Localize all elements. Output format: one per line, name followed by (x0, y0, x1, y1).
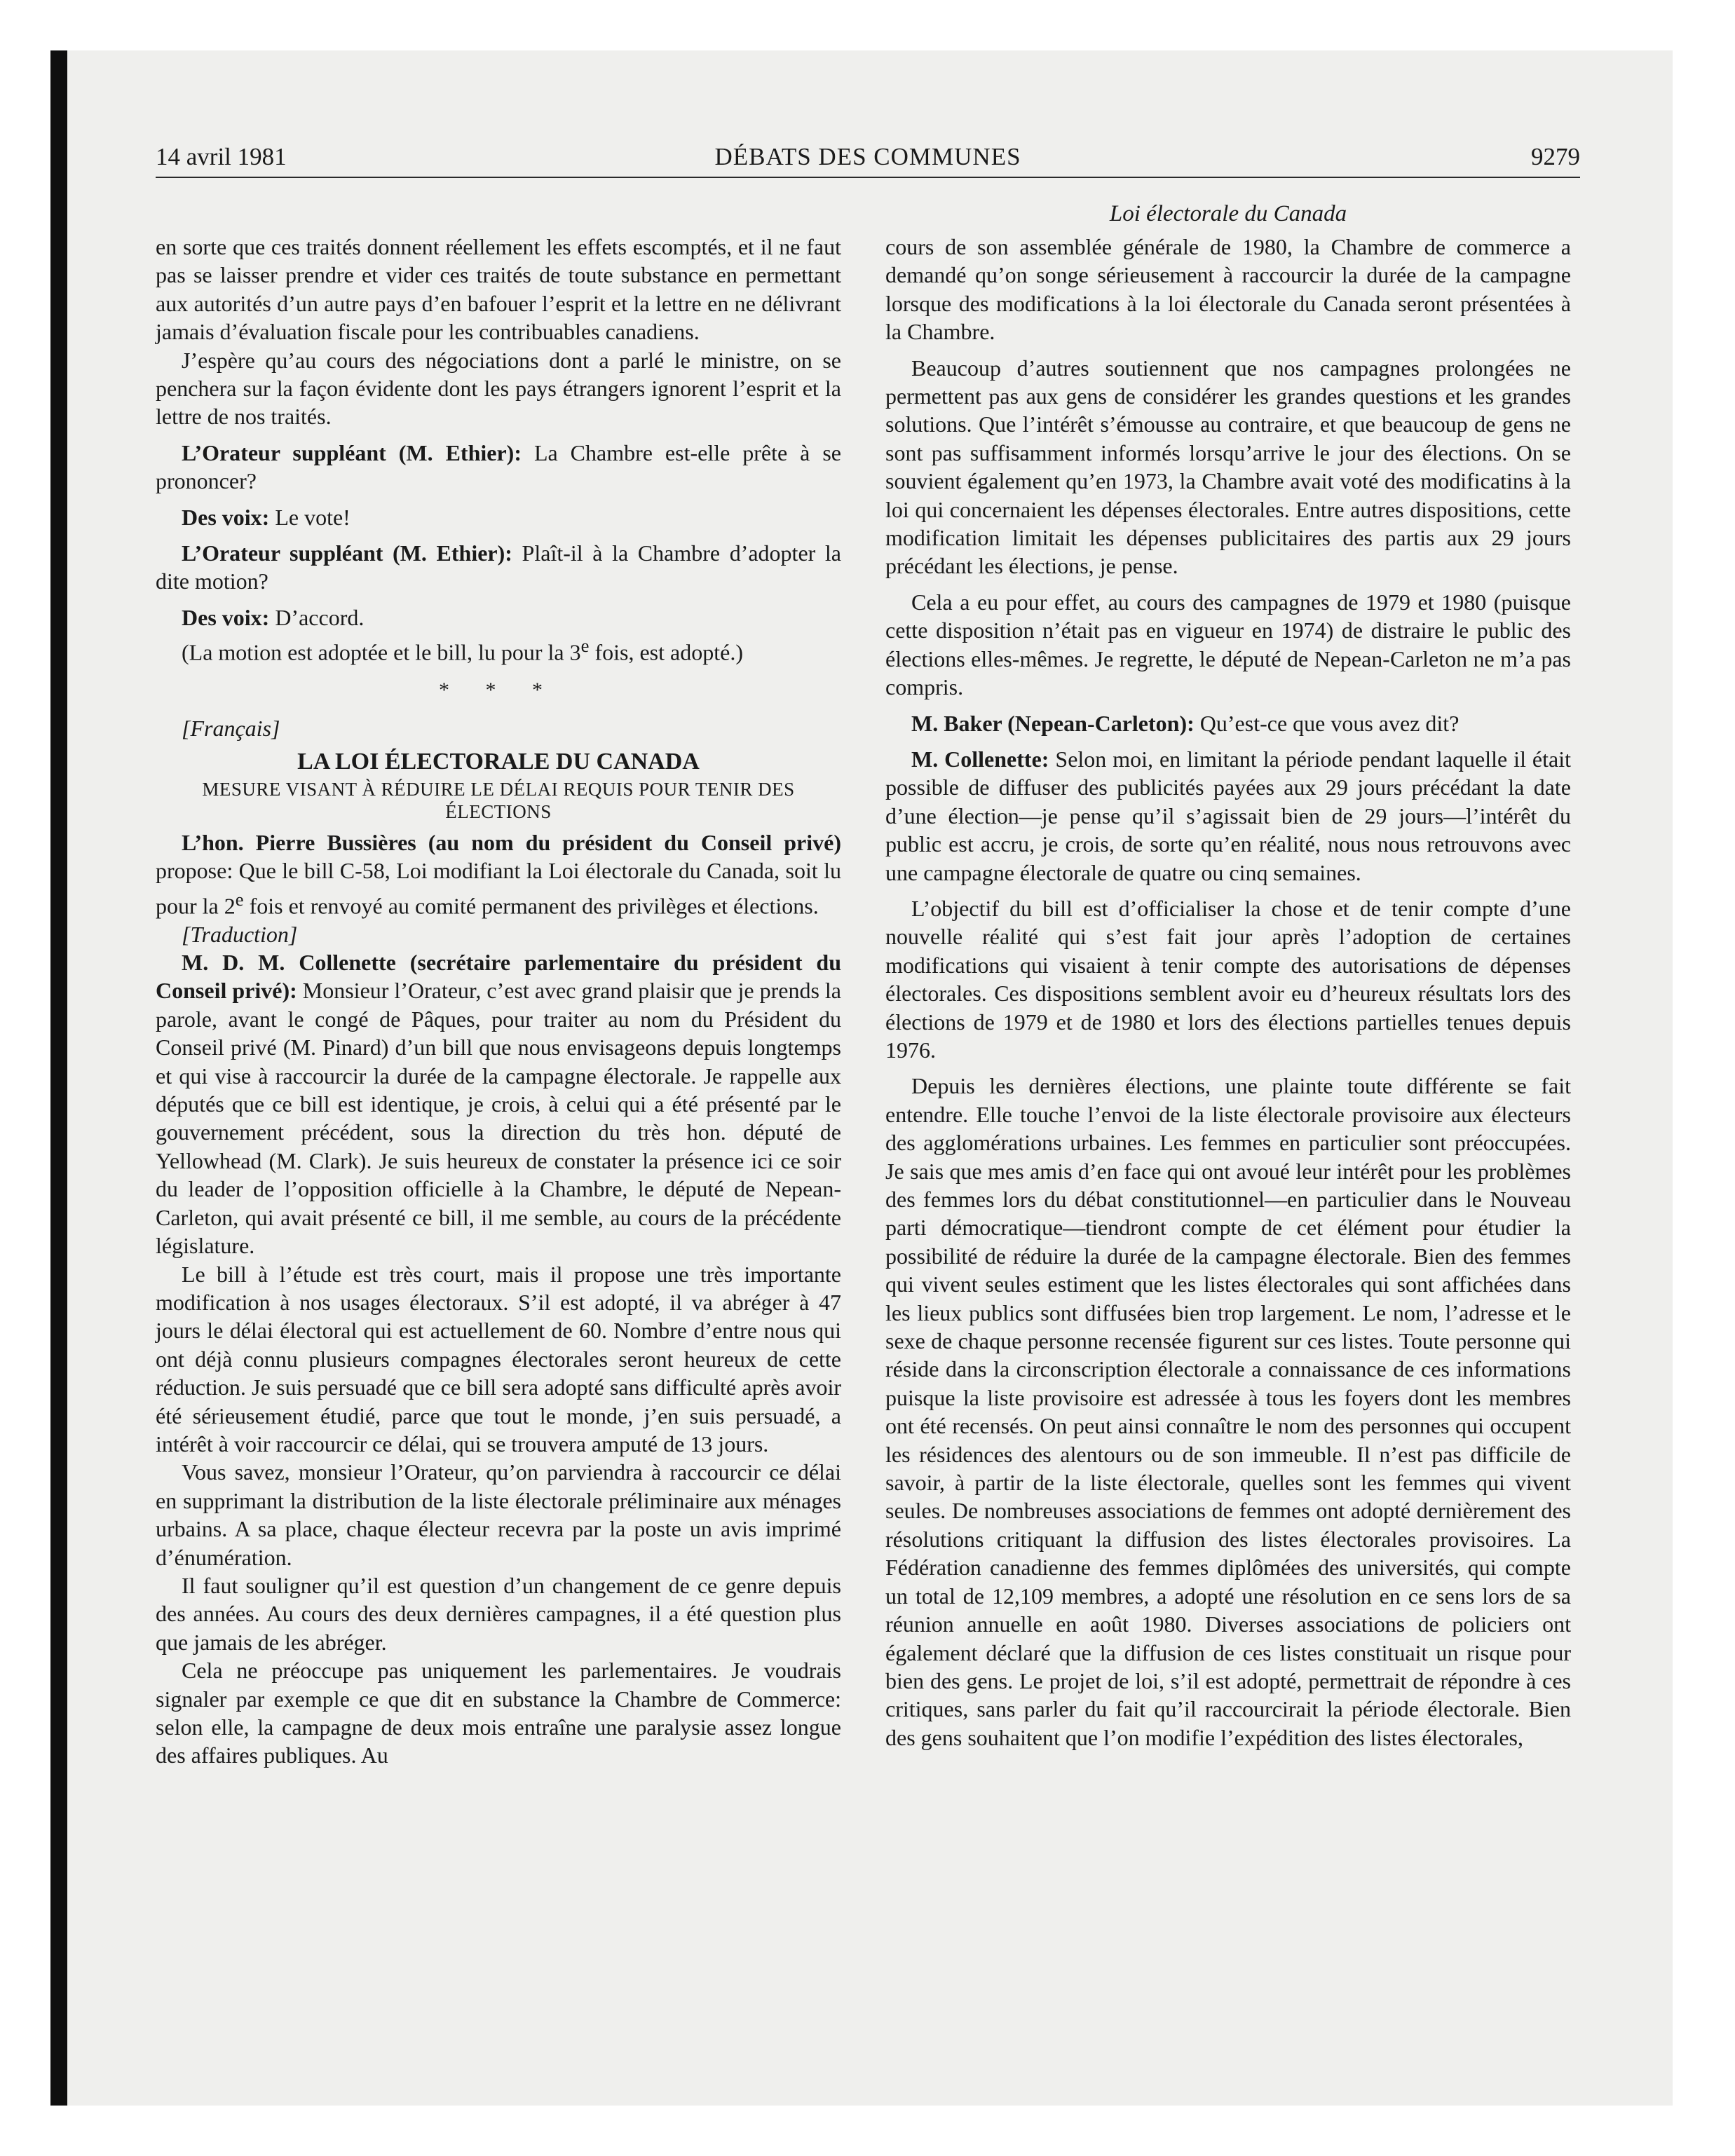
speech-paragraph: M. Collenette: Selon moi, en limitant la période pendant laquelle il était possible de diffuser des publicités payées aux 29 jours précédant la date d’une élection—je pense qu’il s’agissait bien de 29 jours—l’intérêt du public est accru, je crois, de sorte qu’en réalité, nous nous retrouvons avec une campagne électorale de quatre ou cinq semaines. (885, 746, 1572, 885)
paragraph: J’espère qu’au cours des négociations dont a parlé le ministre, on se penchera sur la façon évidente dont les pays étrangers ignorent l’esprit et la lettre de nos traités. (156, 347, 841, 430)
paragraph: cours de son assemblée générale de 1980, la Chambre de commerce a demandé qu’on songe sérieusement à raccourcir la durée de la campagne lorsque des modifications à la loi électorale du Canada seront présentées à la Chambre. (885, 234, 1571, 345)
speech-text: D’accord. (269, 604, 365, 630)
scan-binding-edge (50, 50, 67, 2106)
section-separator: * * * (439, 678, 558, 702)
speech-paragraph: L’hon. Pierre Bussières (au nom du président du Conseil privé) propose: Que le bill C-58, Loi modifiant la Loi électorale du Canada, soit lu pour la 2e fois et renvoyé au comité permanent des privilèges et élections. (156, 829, 841, 919)
speaker-name: Des voix: (182, 604, 270, 630)
header-date: 14 avril 1981 (156, 143, 287, 170)
speaker-name: L’Orateur suppléant (M. Ethier): (182, 540, 512, 566)
paragraph: Il faut souligner qu’il est question d’un changement de ce genre depuis des années. Au cours des deux dernières campagnes, il a été question plus que jamais de les abréger. (156, 1572, 841, 1655)
header-page-number: 9279 (1531, 143, 1580, 170)
paragraph: Cela ne préoccupe pas uniquement les parlementaires. Je voudrais signaler par exemple ce que dit en substance la Chambre de Commerce: selon elle, la campagne de deux mois entraîne une paralysie assez longue des affaires publiques. Au (156, 1658, 841, 1768)
speech-paragraph: M. Baker (Nepean-Carleton): Qu’est-ce que vous avez dit? (911, 710, 1460, 736)
right-column (885, 195, 1571, 1752)
paragraph: Cela a eu pour effet, au cours des campagnes de 1979 et 1980 (puisque cette disposition n’était pas en vigueur en 1974) de distraire le public des élections elles-mêmes. Je regrette, le député de Nepean-Carleton ne m’a pas compris. (885, 589, 1571, 700)
motion-result: (La motion est adoptée et le bill, lu pour la 3e fois, est adopté.) (182, 635, 743, 665)
speech-paragraph (156, 439, 841, 496)
paragraph: Depuis les dernières élections, une plainte toute différente se fait entendre. Elle touche l’envoi de la liste électorale provisoire aux électeurs des agglomérations urbaines. Les femmes en particulier sont préoccupées. Je sais que mes amis d’en face qui ont avoué leur intérêt pour les problèmes des femmes lors du débat constitutionnel—en particulier dans le Nouveau parti démocratique—tiendront compte de cet élément pour étudier la possibilité de réduire la durée de la campagne électorale. Bien des femmes qui vivent seules estiment que les listes électorales qui sont affichées dans les lieux publics sont diffusées bien trop largement. Le nom, l’adresse et le sexe de chaque personne recensée figurent sur ces listes. Toute personne qui réside dans la circonscription électorale a connaissance de ces informations puisque la liste provisoire est adressée à tous les foyers dont les membres ont été recensés. On peut ainsi connaître le nom des personnes qui occupent les résidences des alentours ou de son immeuble. Il n’est pas difficile de savoir, à partir de la liste électorale, quelles sont les femmes qui vivent seules. De nombreuses associations de femmes ont adopté dernièrement des résolutions critiquant la diffusion des listes électorales provisoires. La Fédération canadienne des femmes diplômées des universités, qui compte un total de 12,109 membres, a adopté une résolution en ce sens lors de sa réunion annuelle en août 1980. Diverses associations de policiers ont également déclaré que la diffusion de ces listes constituait un risque pour bien des gens. Le projet de loi, s’il est adopté, permettrait de répondre à ces critiques, sans parler du fait qu’il raccourcirait la période électorale. Bien des gens souhaitent que l’on modifie l’expédition des listes électorales, (885, 1073, 1571, 1750)
speaker-name: M. Baker (Nepean-Carleton): (911, 710, 1195, 736)
paragraph: L’objectif du bill est d’officialiser la chose et de tenir compte d’une nouvelle réalité qui s’est fait jour après l’adoption de certaines modifications qui visaient à tenir compte des autorisations de dépenses électorales. Ces dispositions semblent avoir eu d’heureux résultats lors des élections de 1979 et de 1980 et lors des élections partielles tenues depuis 1976. (885, 895, 1571, 1063)
speech-paragraph: M. D. M. Collenette (secrétaire parlementaire du président du Conseil privé): Monsieur l’Orateur, c’est avec grand plaisir que je prends la parole, avant le congé de Pâques, pour traiter au nom du Président du Conseil privé (M. Pinard) d’un bill que nous envisageons depuis longtemps et qui vise à raccourcir la durée de la campagne électorale. Je rappelle aux députés que ce bill est identique, je crois, à celui qui a été présenté par le gouvernement précédent, sous la direction du très hon. député de Yellowhead (M. Clark). Je suis heureux de constater la présence ici ce soir du leader de l’opposition officielle à la Chambre, le député de Nepean-Carleton, qui avait présenté ce bill, il me semble, au cours de la précédente législature. (156, 950, 842, 1259)
page-header (156, 139, 1580, 175)
section-subtitle: MESURE VISANT À RÉDUIRE LE DÉLAI REQUIS POUR TENIR DES ÉLECTIONS (202, 778, 795, 822)
section-title: LA LOI ÉLECTORALE DU CANADA (297, 748, 700, 775)
header-rule (156, 177, 1580, 178)
speech-text: Le vote! (269, 504, 351, 530)
speaker-name: L’hon. Pierre Bussières (au nom du président du Conseil privé) (182, 829, 841, 855)
running-head: Loi électorale du Canada (1109, 201, 1347, 226)
speaker-name: L’Orateur suppléant (M. Ethier): (182, 439, 522, 465)
language-tag: [Traduction] (182, 921, 298, 947)
speaker-name: Des voix: (182, 504, 270, 530)
paragraph: en sorte que ces traités donnent réellement les effets escomptés, et il ne faut pas se laisser prendre et vider ces traités de toute substance en permettant aux autorités d’un autre pays d’en bafouer l’esprit et la lettre en ne délivrant jamais d’évaluation fiscale pour les contribuables canadiens. (156, 234, 841, 345)
speech-paragraph (156, 603, 841, 632)
paragraph: Beaucoup d’autres soutiennent que nos campagnes prolongées ne permettent pas aux gens de considérer les grandes questions et les grandes solutions. Que l’intérêt s’émousse au contraire, et que beaucoup de gens ne sont pas suffisamment informés lorsqu’arrive le jour des élections. On se souvient également qu’en 1973, la Chambre avait voté des modificatins à la loi qui concernaient les dépenses électorales. Entre autres dispositions, cette modification limitait les dépenses publicitaires des partis aux 29 jours précédant les élections, je pense. (885, 355, 1571, 579)
language-tag: [Français] (182, 716, 280, 742)
speech-paragraph (156, 539, 841, 596)
speaker-name: M. Collenette: (911, 746, 1049, 772)
left-column (156, 233, 841, 1770)
speaker-name: M. D. M. Collenette (secrétaire parlementaire du président du Conseil privé): (156, 950, 841, 1004)
paragraph: Le bill à l’étude est très court, mais il propose une très importante modification à nos usages électoraux. S’il est adopté, il va abréger à 47 jours le délai électoral qui est actuellement de 60. Nombre d’entre nous qui ont déjà connu plusieurs compagnes électorales seront heureux de cette réduction. Je suis persuadé que ce bill sera adopté sans difficulté après avoir été sérieusement étudié, parce que tout le monde, j’en suis persuadé, a intérêt à voir raccourcir ce délai, qui se trouvera amputé de 13 jours. (156, 1261, 841, 1456)
paragraph: Vous savez, monsieur l’Orateur, qu’on parviendra à raccourcir ce délai en supprimant la distribution de la liste électorale préliminaire aux ménages urbains. A sa place, chaque électeur recevra par la poste un avis imprimé d’énumération. (156, 1459, 841, 1570)
header-title: DÉBATS DES COMMUNES (714, 143, 1021, 170)
speech-text: Plaît-il à la Chambre d’adopter la dite motion? (156, 540, 842, 594)
speech-paragraph (156, 503, 841, 531)
speech-text: La Chambre est-elle prête à se prononcer? (156, 439, 842, 494)
